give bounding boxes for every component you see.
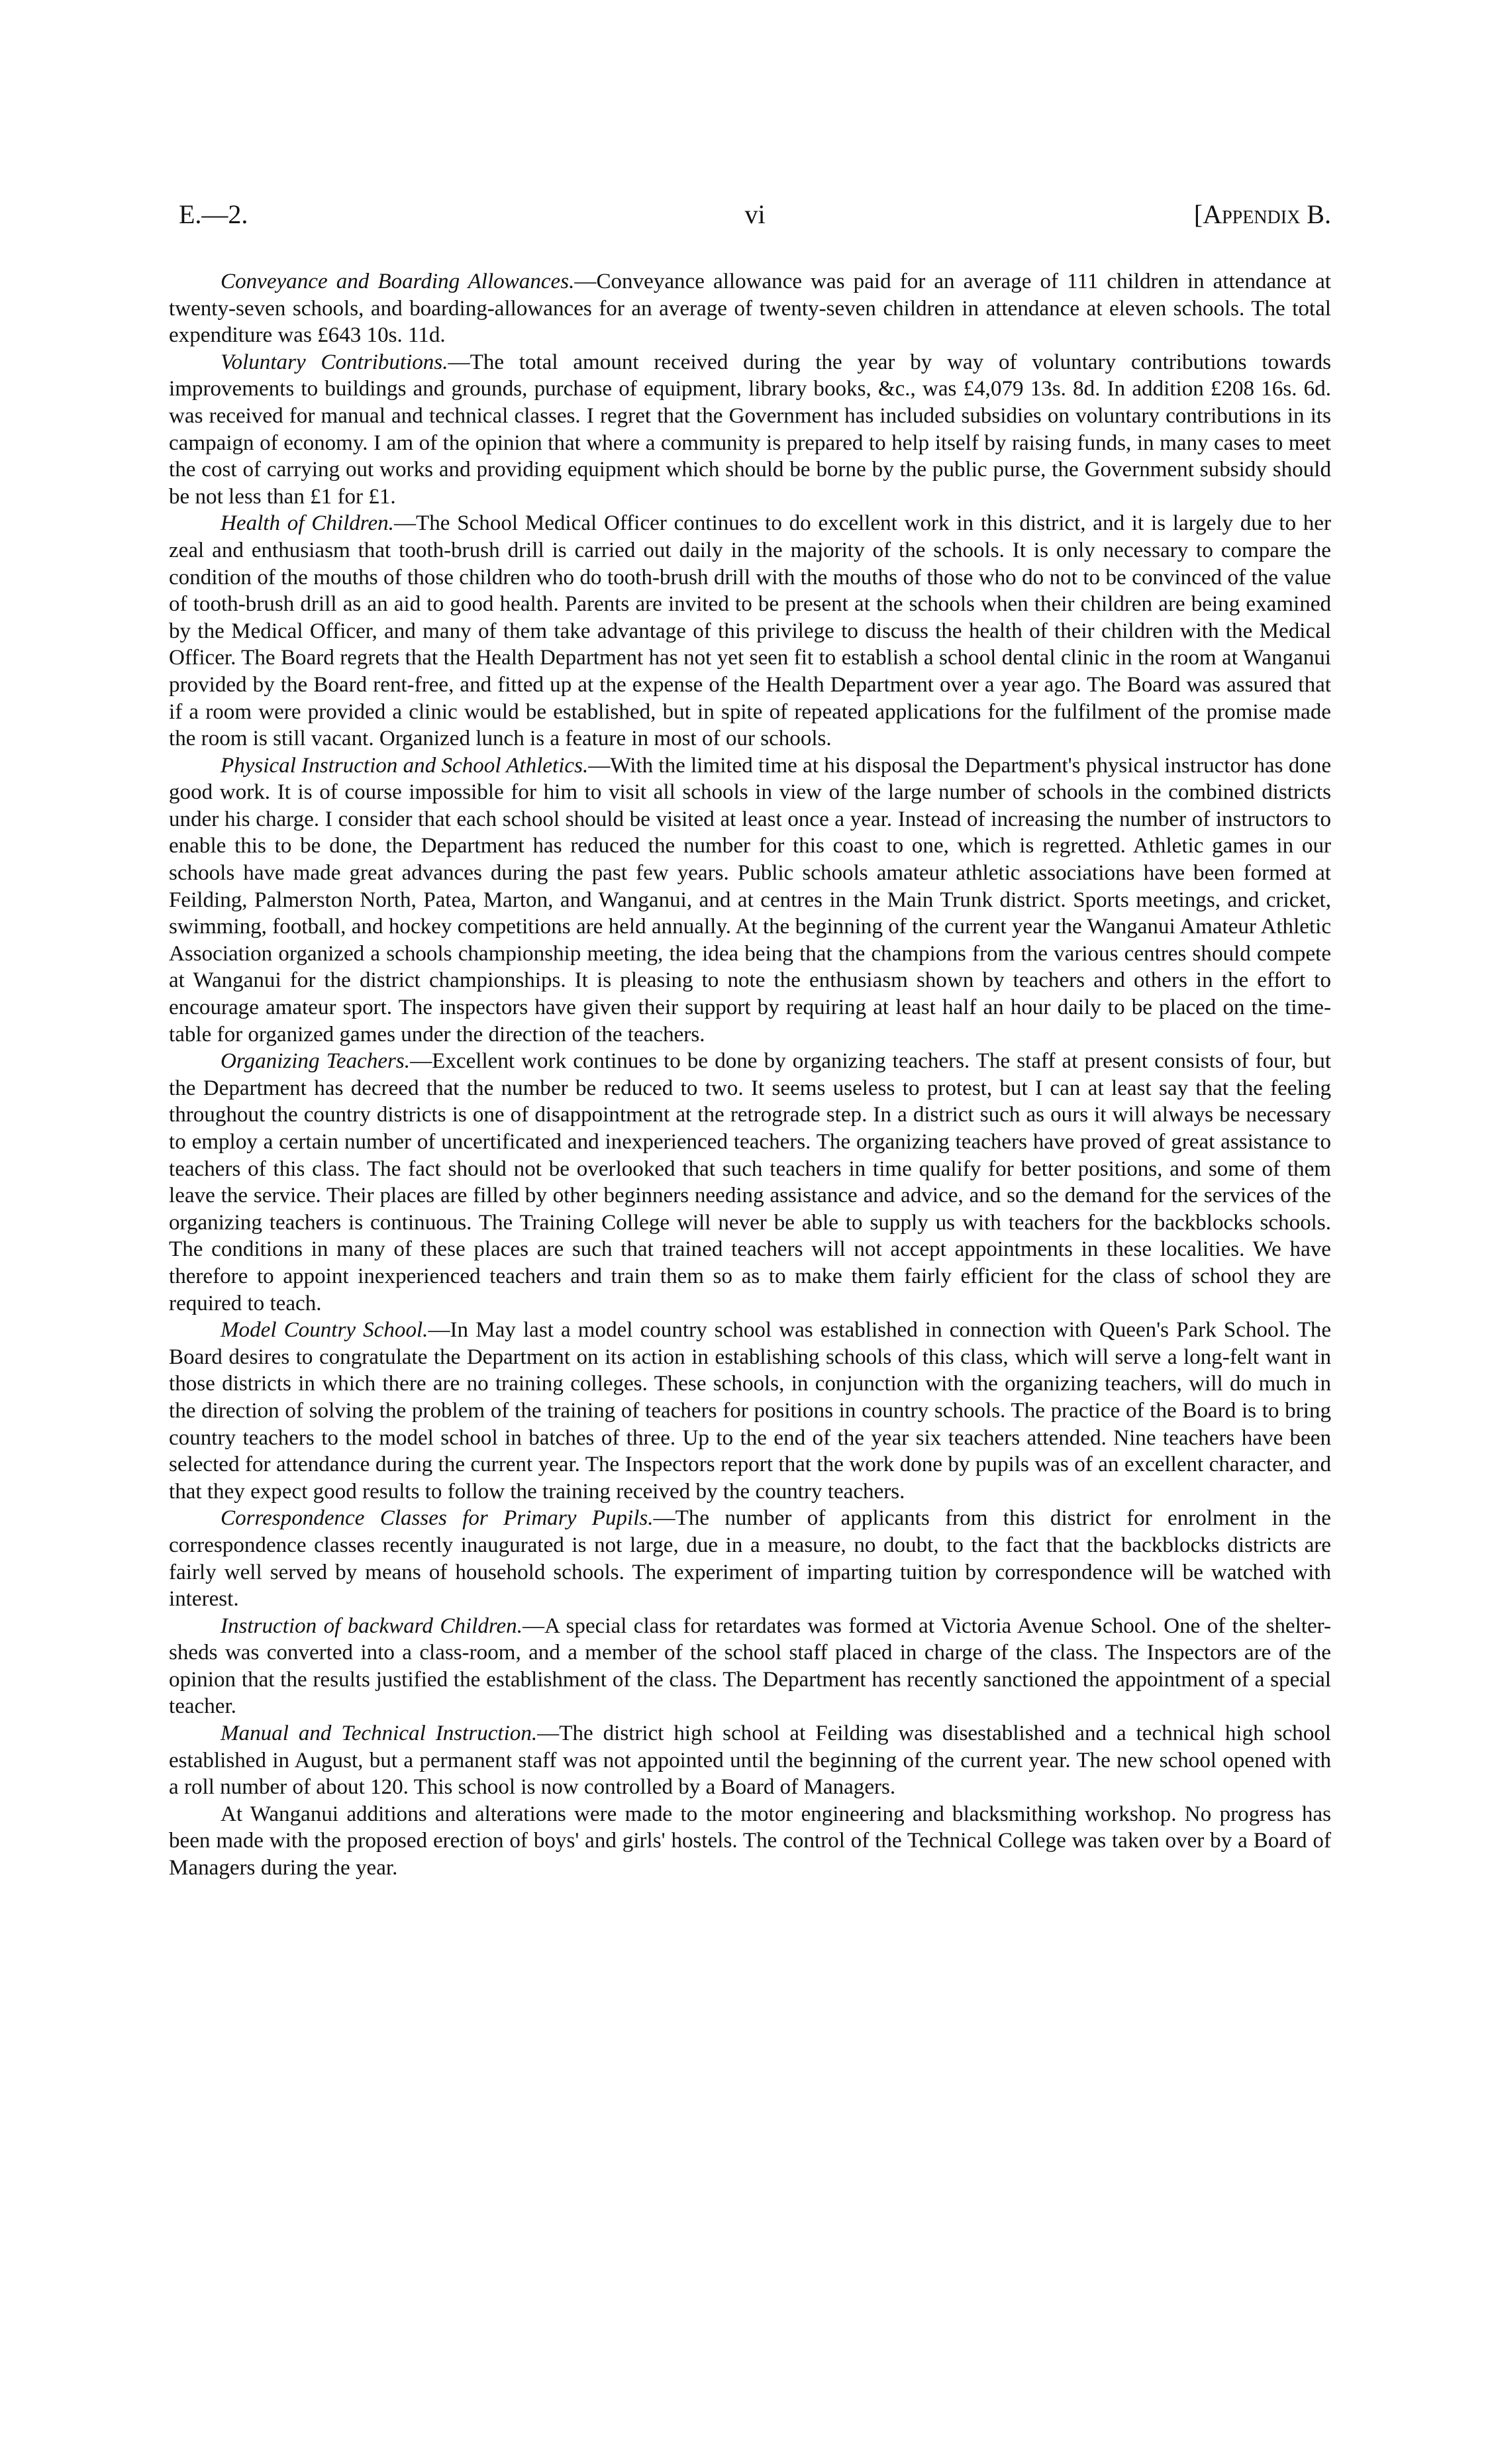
paragraph-heading: Organizing Teachers. xyxy=(221,1049,411,1074)
paragraph-text: —In May last a model country school was established in connection with Queen's Park School. The Board desires to congratulate the Department on its action in establishing schools of this class, which will serve a long-felt want in those districts in which there are no training colleges. These schools, in conjunction with the organizing teachers, will do much in the direction of solving the problem of the training of teachers for positions in country schools. The practice of the Board is to bring country teachers to the model school in batches of three. Up to the end of the year six teachers attended. Nine teachers have been selected for attendance during the current year. The Inspectors report that the work done by pupils was of an excellent character, and that they expect good results to follow the training received by the country teachers. xyxy=(169,1318,1332,1504)
appendix-text: Appendix B. xyxy=(1203,199,1331,229)
appendix-bracket: [ xyxy=(1193,199,1203,229)
paragraph-text: —The total amount received during the year by way of voluntary contributions towards improvements to buildings and grounds, purchase of equipment, library books, &c., was £4,079 13s. 8d. In addition £208 16s. 6d. was received for manual and technical classes. I regret that the Government has included subsidies on voluntary contributions in its campaign of economy. I am of the opinion that where a community is prepared to help itself by raising funds, in many cases to meet the cost of carrying out works and providing equipment which should be borne by the public purse, the Government subsidy should be not less than £1 for £1. xyxy=(169,350,1331,509)
paragraph-heading: Correspondence Classes for Primary Pupils. xyxy=(221,1506,654,1531)
paragraph-heading: Health of Children. xyxy=(221,511,394,536)
paragraph-correspondence-classes xyxy=(169,1505,1331,1612)
paragraph-text: —With the limited time at his disposal the Department's physical instructor has done good work. It is of course impossible for him to visit all schools in view of the large number of schools in the combined districts under his charge. I consider that each school should be visited at least once a year. Instead of increasing the number of instructors to enable this to be done, the Department has reduced the number for this coast to one, which is regretted. Athletic games in our schools have made great advances during the past few years. Public schools amateur athletic associations have been formed at Feilding, Palmerston North, Patea, Marton, and Wanganui, and at centres in the Main Trunk district. Sports meetings, and cricket, swimming, football, and hockey competitions are held annually. At the beginning of the current year the Wanganui Amateur Athletic Association organized a schools championship meeting, the idea being that the champions from the various centres should compete at Wanganui for the district championships. It is pleasing to note the enthusiasm shown by teachers and others in the effort to encourage amateur sport. The inspectors have given their support by requiring at least half an hour daily to be placed on the time-table for organized games under the direction of the teachers. xyxy=(169,753,1331,1047)
paragraph-health-of-children xyxy=(169,510,1331,752)
paragraph-physical-instruction xyxy=(169,752,1331,1049)
paragraph-wanganui-technical xyxy=(169,1801,1331,1882)
paragraph-text: —The School Medical Officer continues to do excellent work in this district, and it is largely due to her zeal and enthusiasm that tooth-brush drill is carried out daily in the majority of the schools. It is only necessary to compare the condition of the mouths of those children who do tooth-brush drill with the mouths of those who do not to be convinced of the value of tooth-brush drill as an aid to good health. Parents are invited to be present at the schools when their children are being examined by the Medical Officer, and many of them take advantage of this privilege to discuss the health of their children with the Medical Officer. The Board regrets that the Health Department has not yet seen fit to establish a school dental clinic in the room at Wanganui provided by the Board rent-free, and fitted up at the expense of the Health Department over a year ago. The Board was assured that if a room were provided a clinic would be established, but in spite of repeated applications for the fulfilment of the promise made the room is still vacant. Organized lunch is a feature in most of our schools. xyxy=(169,511,1331,751)
paragraph-backward-children xyxy=(169,1613,1331,1720)
paragraph-organizing-teachers xyxy=(169,1048,1331,1317)
paragraph-heading: Model Country School. xyxy=(221,1318,428,1343)
paragraph-heading: Voluntary Contributions. xyxy=(221,350,448,374)
paragraph-text: At Wanganui additions and alterations were made to the motor engineering and blacksmithing workshop. No progress has been made with the proposed erection of boys' and girls' hostels. The control of the Technical College was taken over by a Board of Managers during the year. xyxy=(169,1802,1331,1880)
paragraph-text: —A special class for retardates was formed at Victoria Avenue School. One of the shelter-sheds was converted into a class-room, and a member of the school staff placed in charge of the class. The Inspectors are of the opinion that the results justified the establishment of the class. The Department has recently sanctioned the appointment of a special teacher. xyxy=(169,1614,1331,1719)
paragraph-text: —Conveyance allowance was paid for an average of 111 children in attendance at twenty-seven schools, and boarding-allowances for an average of twenty-seven children in attendance at eleven schools. The total expenditure was £643 10s. 11d. xyxy=(169,270,1331,348)
paragraph-heading: Manual and Technical Instruction. xyxy=(221,1721,538,1746)
paragraph-manual-technical xyxy=(169,1720,1331,1801)
paragraph-heading: Conveyance and Boarding Allowances. xyxy=(221,270,575,293)
paragraph-conveyance xyxy=(169,268,1331,349)
paragraph-text: —Excellent work continues to be done by organizing teachers. The staff at present consists of four, but the Department has decreed that the number be reduced to two. It seems useless to protest, but I can at least say that the feeling throughout the country districts is one of disappointment at the retrograde step. In a district such as ours it will always be necessary to employ a certain number of uncertificated and inexperienced teachers. The organizing teachers have proved of great assistance to teachers of this class. The fact should not be overlooked that such teachers in time qualify for better positions, and some of them leave the service. Their places are filled by other beginners needing assistance and advice, and so the demand for the services of the organizing teachers is continuous. The Training College will never be able to supply us with teachers for the backblocks schools. The conditions in many of these places are such that trained teachers will not accept appointments in these localities. We have therefore to appoint inexperienced teachers and train them so as to make them fairly efficient for the class of school they are required to teach. xyxy=(169,1049,1332,1315)
parliamentary-paper-number: E.—2. xyxy=(179,199,248,229)
paragraph-heading: Instruction of backward Children. xyxy=(221,1614,523,1638)
page-header xyxy=(179,199,1331,245)
paragraph-text: —The district high school at Feilding was disestablished and a technical high school established in August, but a permanent staff was not appointed until the beginning of the current year. The new school opened with a roll number of about 120. This school is now controlled by a Board of Managers. xyxy=(169,1721,1331,1800)
appendix-label xyxy=(1194,199,1331,230)
paragraph-voluntary-contributions xyxy=(169,349,1331,511)
page-number: vi xyxy=(744,199,766,229)
paragraph-text: —The number of applicants from this district for enrolment in the correspondence classes recently inaugurated is not large, due in a measure, no doubt, to the fact that the backblocks districts are fairly well served by means of household schools. The experiment of imparting tuition by correspondence will be watched with interest. xyxy=(169,1506,1331,1612)
paragraph-heading: Physical Instruction and School Athletics. xyxy=(221,753,589,778)
document-body xyxy=(169,268,1331,1882)
paragraph-model-country-school xyxy=(169,1317,1331,1505)
